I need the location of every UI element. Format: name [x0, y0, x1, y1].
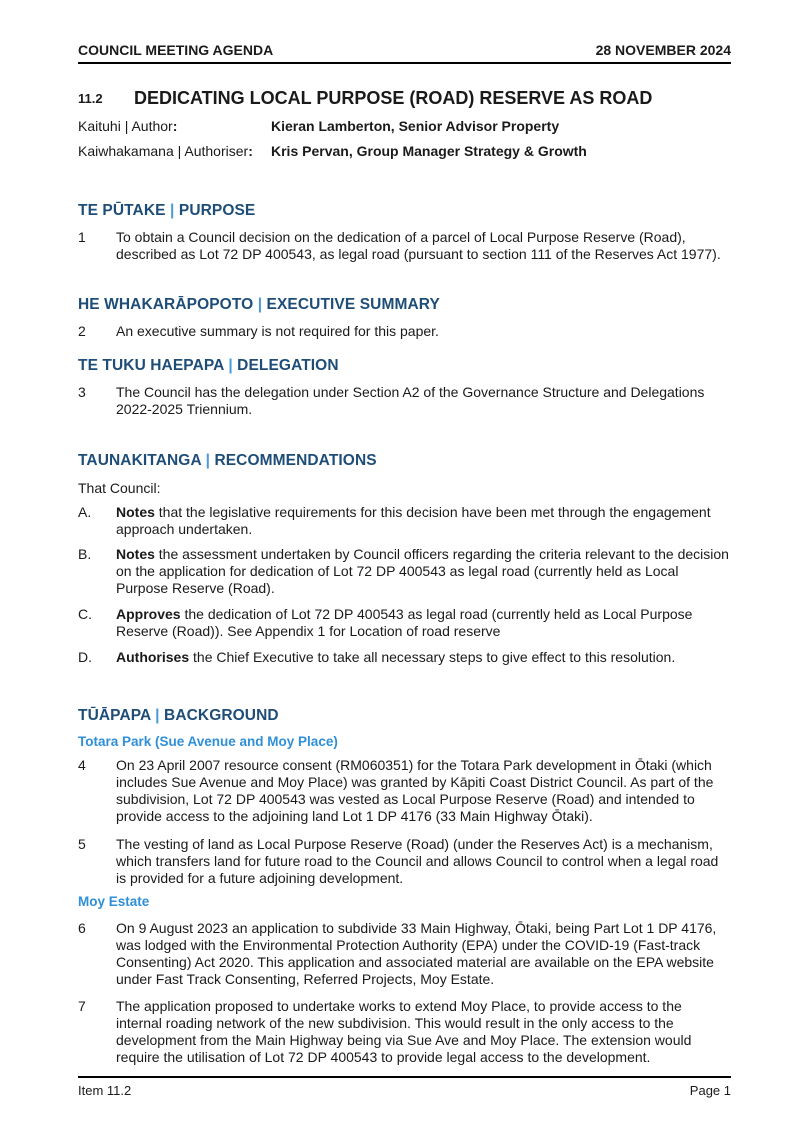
paragraph-2: 2 An executive summary is not required for this paper. — [78, 323, 439, 339]
authoriser-name: Kris Pervan, Group Manager Strategy & Growth — [271, 143, 587, 159]
purpose-heading: TE PŪTAKE | PURPOSE — [78, 202, 256, 219]
recommendation-d: D. Authorises the Chief Executive to take all necessary steps to give effect to this resolution. — [78, 649, 676, 665]
paragraph-6: 6 On 9 August 2023 an application to subdivide 33 Main Highway, Ōtaki, being Part Lot 1 DP 4176, was lodged with the Environmental Protection Authority (EPA) under the COVID-19 (Fast-track Consenting) Act 2020. This application and associated material are available on the EPA website under Fast Track Consenting, Referred Projects, Moy Estate. — [78, 920, 717, 987]
subheading-totara-park: Totara Park (Sue Avenue and Moy Place) — [78, 734, 338, 749]
paragraph-3: 3 The Council has the delegation under Section A2 of the Governance Structure and Delegations 2022-2025 Triennium. — [78, 384, 705, 417]
paragraph-5: 5 The vesting of land as Local Purpose Reserve (Road) (under the Reserves Act) is a mechanism, which transfers land for future road to the Council and allows Council to control when a legal road is provided for a future adjoining development. — [78, 836, 719, 886]
paragraph-7: 7 The application proposed to undertake works to extend Moy Place, to provide access to the internal roading network of the new subdivision. This would result in the only access to the development from the Main Highway being via Sue Ave and Moy Place. The extension would require the utilisation of Lot 72 DP 400543 to provide legal access to the development. — [78, 998, 692, 1065]
paragraph-1: 1 To obtain a Council decision on the dedication of a parcel of Local Purpose Reserve (Road), described as Lot 72 DP 400543, as legal road (pursuant to section 111 of the Reserves Act 1977). — [78, 229, 721, 262]
recommendation-b: B. Notes the assessment undertaken by Council officers regarding the criteria relevant to the decision on the application for dedication of Lot 72 DP 400543 as legal road (currently held as Local Purpose Reserve (Road). — [78, 546, 729, 596]
item-number: 11.2 — [78, 91, 103, 106]
author-line — [78, 118, 559, 134]
footer-item: Item 11.2 — [78, 1083, 132, 1098]
page-footer — [78, 1076, 731, 1098]
header-title: COUNCIL MEETING AGENDA — [78, 42, 274, 58]
subheading-moy-estate: Moy Estate — [78, 894, 150, 909]
authoriser-label: Kaiwhakamana | Authoriser: — [78, 143, 253, 159]
authoriser-line — [78, 143, 587, 159]
background-heading: TŪĀPAPA | BACKGROUND — [78, 707, 279, 724]
recommendation-c: C. Approves the dedication of Lot 72 DP 400543 as legal road (currently held as Local Purpose Reserve (Road)). See Appendix 1 for Location of road reserve — [78, 606, 693, 639]
recommendation-a: A. Notes that the legislative requirements for this decision have been met through the engagement approach undertaken. — [78, 504, 711, 537]
item-title-text: DEDICATING LOCAL PURPOSE (ROAD) RESERVE AS ROAD — [134, 88, 653, 108]
delegation-heading: TE TUKU HAEPAPA | DELEGATION — [78, 357, 339, 374]
footer-page-number: Page 1 — [689, 1083, 731, 1098]
header-date: 28 NOVEMBER 2024 — [595, 42, 731, 58]
paragraph-4: 4 On 23 April 2007 resource consent (RM060351) for the Totara Park development in Ōtaki (which includes Sue Avenue and Moy Place) was granted by Kāpiti Coast District Council. As part of the subdivision, Lot 72 DP 400543 was vested as Local Purpose Reserve (Road) and intended to provide access to the adjoining land Lot 1 DP 4176 (33 Main Highway Ōtaki). — [78, 757, 714, 824]
recommendations-heading: TAUNAKITANGA | RECOMMENDATIONS — [78, 452, 377, 469]
author-label: Kaituhi | Author: — [78, 118, 178, 134]
item-title — [78, 88, 731, 109]
summary-heading: HE WHAKARĀPOPOTO | EXECUTIVE SUMMARY — [78, 296, 440, 313]
page-header — [78, 40, 731, 64]
author-name: Kieran Lamberton, Senior Advisor Property — [271, 118, 560, 134]
recommendations-intro: That Council: — [78, 480, 161, 496]
